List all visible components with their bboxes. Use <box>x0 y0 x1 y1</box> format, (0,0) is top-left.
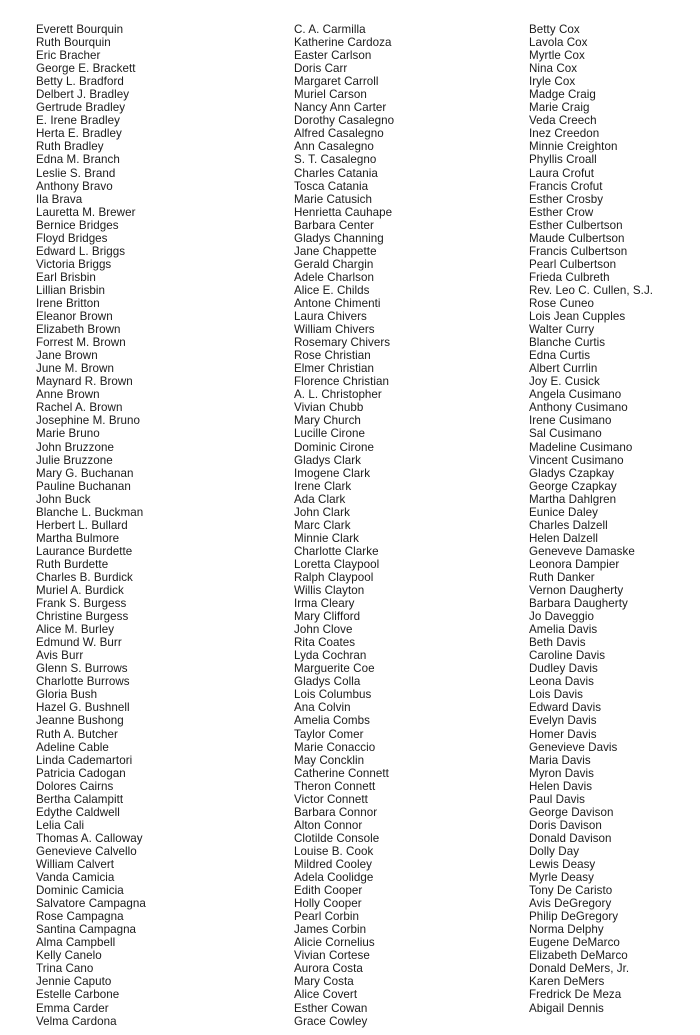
name-entry: Mary Clifford <box>294 610 361 624</box>
name-entry: Aurora Costa <box>294 962 363 976</box>
name-entry: Charlotte Clarke <box>294 544 379 558</box>
name-entry: Antone Chimenti <box>294 296 381 310</box>
name-entry: Anne Brown <box>36 388 100 402</box>
name-entry: Marie Bruno <box>36 427 100 441</box>
name-entry: Albert Currlin <box>529 362 598 376</box>
name-entry: George Czapkay <box>529 479 617 493</box>
name-entry: Rita Coates <box>294 636 356 650</box>
name-entry: Gladys Clark <box>294 453 361 467</box>
name-entry: Maude Culbertson <box>529 231 625 245</box>
name-entry: Myron Davis <box>529 766 594 780</box>
name-entry: A. L. Christopher <box>294 388 382 402</box>
name-entry: Rose Cuneo <box>529 296 594 310</box>
name-entry: Donald DeMers, Jr. <box>529 962 630 976</box>
name-entry: Ann Casalegno <box>294 140 374 154</box>
name-entry: Trina Cano <box>36 962 94 976</box>
name-entry: Bernice Bridges <box>36 218 119 232</box>
name-entry: Laura Crofut <box>529 166 595 180</box>
name-entry: Alice M. Burley <box>36 623 115 637</box>
name-entry: Alma Campbell <box>36 936 116 950</box>
name-entry: Lauretta M. Brewer <box>36 205 136 219</box>
name-entry: Myrtle Cox <box>529 49 585 63</box>
name-entry: Betty Cox <box>529 23 580 36</box>
name-entry: Vivian Chubb <box>294 401 364 415</box>
name-entry: Ruth Danker <box>529 570 595 584</box>
name-entry: Edmund W. Burr <box>36 636 122 650</box>
name-entry: Ruth Bourquin <box>36 36 111 50</box>
name-entry: Ruth A. Butcher <box>36 727 118 741</box>
name-entry: Dudley Davis <box>529 662 598 676</box>
name-entry: Laurance Burdette <box>36 544 133 558</box>
name-entry: Edythe Caldwell <box>36 805 120 819</box>
name-entry: Rachel A. Brown <box>36 401 123 415</box>
name-entry: Esther Culbertson <box>529 218 623 232</box>
name-entry: Martha Dahlgren <box>529 492 617 506</box>
name-entry: Edna M. Branch <box>36 153 120 167</box>
name-entry: Victoria Briggs <box>36 257 112 271</box>
name-entry: Santina Campagna <box>36 923 137 937</box>
name-entry: Genevieve Davis <box>529 740 618 754</box>
name-entry: Amelia Davis <box>529 623 598 637</box>
name-entry: Holly Cooper <box>294 897 362 911</box>
name-entry: Katherine Cardoza <box>294 36 392 50</box>
name-entry: Frank S. Burgess <box>36 597 127 611</box>
name-entry: John Clove <box>294 623 353 637</box>
name-entry: Rose Campagna <box>36 910 124 924</box>
name-entry: Doris Carr <box>294 62 348 76</box>
name-entry: Gladys Colla <box>294 675 361 689</box>
name-entry: Philip DeGregory <box>529 910 619 924</box>
name-entry: Marie Conaccio <box>294 740 376 754</box>
name-entry: Adeline Cable <box>36 740 109 754</box>
name-entry: Adela Coolidge <box>294 871 374 885</box>
name-entry: Nancy Ann Carter <box>294 101 387 115</box>
name-entry: Christine Burgess <box>36 610 129 624</box>
name-entry: Inez Creedon <box>529 127 600 141</box>
name-entry: Lois Jean Cupples <box>529 310 626 324</box>
name-entry: Eric Bracher <box>36 49 101 63</box>
name-entry: Lavola Cox <box>529 36 588 50</box>
name-entry: Homer Davis <box>529 727 597 741</box>
name-entry: Alfred Casalegno <box>294 127 384 141</box>
name-entry: Margaret Carroll <box>294 75 379 89</box>
name-entry: Josephine M. Bruno <box>36 414 141 428</box>
name-entry: Edward Davis <box>529 701 602 715</box>
name-entry: Taylor Comer <box>294 727 364 741</box>
name-entry: Helen Davis <box>529 779 593 793</box>
name-entry: George Davison <box>529 805 614 819</box>
name-entry: Leslie S. Brand <box>36 166 116 180</box>
name-entry: Blanche Curtis <box>529 336 606 350</box>
name-entry: Lelia Cali <box>36 818 85 832</box>
name-entry: Imogene Clark <box>294 466 371 480</box>
name-entry: Ila Brava <box>36 192 83 206</box>
name-entry: Adele Charlson <box>294 270 374 284</box>
name-entry: Ruth Bradley <box>36 140 104 154</box>
name-entry: Minnie Clark <box>294 531 360 545</box>
name-entry: Leonora Dampier <box>529 557 620 571</box>
name-entry: Mary Church <box>294 414 361 428</box>
name-entry: Victor Connett <box>294 792 368 806</box>
name-entry: June M. Brown <box>36 362 114 376</box>
name-entry: Doris Davison <box>529 818 602 832</box>
name-entry: Donald Davison <box>529 831 612 845</box>
name-entry: Sal Cusimano <box>529 427 602 441</box>
name-entry: Amelia Combs <box>294 714 370 728</box>
name-entry: Lewis Deasy <box>529 858 596 871</box>
name-entry: Gloria Bush <box>36 688 98 702</box>
name-entry: Catherine Connett <box>294 766 389 780</box>
name-entry: Gladys Czapkay <box>529 466 615 480</box>
name-entry: Irene Clark <box>294 479 352 493</box>
name-entry: Jane Chappette <box>294 244 377 258</box>
name-entry: Elizabeth Brown <box>36 323 121 337</box>
name-entry: Caroline Davis <box>529 649 606 663</box>
name-entry: Herta E. Bradley <box>36 127 122 141</box>
name-entry: Anthony Cusimano <box>529 401 628 415</box>
name-entry: Charlotte Burrows <box>36 675 130 689</box>
name-entry: Grace Cowley <box>294 1014 368 1028</box>
name-entry: Paul Davis <box>529 792 585 806</box>
name-entry: Veda Creech <box>529 114 597 128</box>
name-entry: Ana Colvin <box>294 701 351 715</box>
name-entry: Nina Cox <box>529 62 578 76</box>
name-entry: Rev. Leo C. Cullen, S.J. <box>529 283 654 297</box>
name-entry: Helen Dalzell <box>529 531 598 545</box>
name-entry: Ada Clark <box>294 492 346 506</box>
name-entry: Loretta Claypool <box>294 557 380 571</box>
name-entry: Hazel G. Bushnell <box>36 701 130 715</box>
name-column-1 <box>36 23 286 1028</box>
name-entry: Elmer Christian <box>294 362 374 376</box>
name-entry: Esther Crosby <box>529 192 604 206</box>
name-entry: Angela Cusimano <box>529 388 622 402</box>
name-entry: Irene Britton <box>36 296 100 310</box>
name-entry: Lucille Cirone <box>294 427 365 441</box>
name-entry: Abigail Dennis <box>529 1001 604 1015</box>
name-entry: Marguerite Coe <box>294 662 375 676</box>
name-entry: Barbara Center <box>294 218 374 232</box>
name-entry: Muriel A. Burdick <box>36 584 124 598</box>
name-entry: Blanche L. Buckman <box>36 505 144 519</box>
name-entry: Velma Cardona <box>36 1014 117 1028</box>
name-entry: Anthony Bravo <box>36 179 113 193</box>
name-entry: Mildred Cooley <box>294 858 373 871</box>
name-entry: Ruth Burdette <box>36 557 109 571</box>
name-entry: Eleanor Brown <box>36 310 113 324</box>
name-entry: Edward L. Briggs <box>36 244 126 258</box>
name-entry: Lyda Cochran <box>294 649 367 663</box>
name-entry: Avis Burr <box>36 649 84 663</box>
name-entry: Dominic Cirone <box>294 440 374 454</box>
name-entry: Floyd Bridges <box>36 231 108 245</box>
name-entry: Gladys Channing <box>294 231 384 245</box>
name-entry: Eunice Daley <box>529 505 598 519</box>
name-entry: Laura Chivers <box>294 310 367 324</box>
name-entry: Tony De Caristo <box>529 884 613 898</box>
name-entry: Fredrick De Meza <box>529 988 622 1002</box>
name-entry: Tosca Catania <box>294 179 369 193</box>
name-entry: Jeanne Bushong <box>36 714 124 728</box>
name-entry: Earl Brisbin <box>36 270 96 284</box>
name-entry: Charles B. Burdick <box>36 570 133 584</box>
name-entry: William Chivers <box>294 323 375 337</box>
name-entry: Marie Craig <box>529 101 590 115</box>
name-entry: Vanda Camicia <box>36 871 115 885</box>
name-entry: Madeline Cusimano <box>529 440 633 454</box>
name-entry: William Calvert <box>36 858 115 871</box>
name-entry: Geneveve Damaske <box>529 544 635 558</box>
name-entry: Evelyn Davis <box>529 714 597 728</box>
name-entry: Jane Brown <box>36 349 98 363</box>
name-entry: Lois Davis <box>529 688 583 702</box>
name-entry: George E. Brackett <box>36 62 136 76</box>
name-entry: Pauline Buchanan <box>36 479 131 493</box>
name-entry: Gertrude Bradley <box>36 101 126 115</box>
name-entry: Charles Catania <box>294 166 378 180</box>
name-entry: Iryle Cox <box>529 75 576 89</box>
name-entry: John Clark <box>294 505 350 519</box>
name-entry: Elizabeth DeMarco <box>529 949 628 963</box>
name-entry: Edith Cooper <box>294 884 363 898</box>
name-entry: Myrle Deasy <box>529 871 594 885</box>
name-entry: Alice E. Childs <box>294 283 370 297</box>
name-entry: Julie Bruzzone <box>36 453 113 467</box>
name-entry: John Buck <box>36 492 91 506</box>
name-entry: Charles Dalzell <box>529 518 608 532</box>
name-entry: Clotilde Console <box>294 831 380 845</box>
name-entry: Mary Costa <box>294 975 354 989</box>
name-entry: Louise B. Cook <box>294 844 374 858</box>
name-entry: Martha Bulmore <box>36 531 120 545</box>
name-entry: Vincent Cusimano <box>529 453 624 467</box>
name-entry: Jennie Caputo <box>36 975 112 989</box>
name-entry: Eugene DeMarco <box>529 936 620 950</box>
name-entry: Vivian Cortese <box>294 949 370 963</box>
name-entry: Irma Cleary <box>294 597 355 611</box>
name-entry: Willis Clayton <box>294 584 365 598</box>
name-entry: Esther Cowan <box>294 1001 368 1015</box>
name-column-2 <box>294 23 524 1028</box>
name-entry: C. A. Carmilla <box>294 23 366 36</box>
name-entry: Gerald Chargin <box>294 257 374 271</box>
name-entry: Herbert L. Bullard <box>36 518 128 532</box>
name-entry: Everett Bourquin <box>36 23 124 36</box>
name-entry: Pearl Culbertson <box>529 257 617 271</box>
name-entry: Theron Connett <box>294 779 376 793</box>
name-entry: Lillian Brisbin <box>36 283 106 297</box>
name-entry: Alton Connor <box>294 818 363 832</box>
name-entry: Alice Covert <box>294 988 358 1002</box>
name-entry: Glenn S. Burrows <box>36 662 128 676</box>
name-entry: Francis Culbertson <box>529 244 628 258</box>
name-entry: James Corbin <box>294 923 367 937</box>
name-entry: May Concklin <box>294 753 365 767</box>
name-entry: Florence Christian <box>294 375 389 389</box>
name-entry: Marc Clark <box>294 518 351 532</box>
name-entry: Maynard R. Brown <box>36 375 133 389</box>
name-entry: Betty L. Bradford <box>36 75 124 89</box>
name-entry: Jo Daveggio <box>529 610 595 624</box>
name-entry: Frieda Culbreth <box>529 270 610 284</box>
name-entry: Dolly Day <box>529 844 580 858</box>
name-entry: Estelle Carbone <box>36 988 120 1002</box>
name-entry: Minnie Creighton <box>529 140 618 154</box>
name-entry: Barbara Daugherty <box>529 597 628 611</box>
name-entry: Rose Christian <box>294 349 371 363</box>
name-entry: Henrietta Cauhape <box>294 205 393 219</box>
name-entry: Vernon Daugherty <box>529 584 624 598</box>
name-entry: Esther Crow <box>529 205 594 219</box>
name-entry: Linda Cademartori <box>36 753 133 767</box>
name-entry: Karen DeMers <box>529 975 605 989</box>
name-entry: Bertha Calampitt <box>36 792 124 806</box>
name-entry: Norma Delphy <box>529 923 604 937</box>
name-entry: Avis DeGregory <box>529 897 612 911</box>
name-entry: Alicie Cornelius <box>294 936 375 950</box>
name-column-3 <box>529 23 700 1015</box>
name-entry: Francis Crofut <box>529 179 603 193</box>
name-entry: Leona Davis <box>529 675 595 689</box>
name-entry: Irene Cusimano <box>529 414 612 428</box>
name-entry: Salvatore Campagna <box>36 897 146 911</box>
name-entry: Beth Davis <box>529 636 586 650</box>
name-entry: Phyllis Croall <box>529 153 597 167</box>
name-entry: Lois Columbus <box>294 688 372 702</box>
name-entry: Patricia Cadogan <box>36 766 126 780</box>
name-entry: S. T. Casalegno <box>294 153 377 167</box>
name-entry: Maria Davis <box>529 753 591 767</box>
name-entry: Pearl Corbin <box>294 910 360 924</box>
name-entry: Dominic Camicia <box>36 884 124 898</box>
name-entry: Emma Carder <box>36 1001 109 1015</box>
name-entry: Ralph Claypool <box>294 570 374 584</box>
name-entry: Dolores Cairns <box>36 779 114 793</box>
name-entry: Forrest M. Brown <box>36 336 126 350</box>
name-entry: Edna Curtis <box>529 349 591 363</box>
name-entry: Mary G. Buchanan <box>36 466 134 480</box>
name-entry: Marie Catusich <box>294 192 373 206</box>
name-entry: Dorothy Casalegno <box>294 114 395 128</box>
name-entry: Walter Curry <box>529 323 595 337</box>
name-entry: Barbara Connor <box>294 805 378 819</box>
name-entry: Delbert J. Bradley <box>36 88 130 102</box>
name-entry: Muriel Carson <box>294 88 367 102</box>
name-entry: Madge Craig <box>529 88 596 102</box>
name-entry: Joy E. Cusick <box>529 375 600 389</box>
name-entry: Kelly Canelo <box>36 949 102 963</box>
name-entry: Easter Carlson <box>294 49 372 63</box>
name-entry: Thomas A. Calloway <box>36 831 143 845</box>
name-entry: E. Irene Bradley <box>36 114 120 128</box>
name-entry: Genevieve Calvello <box>36 844 137 858</box>
name-entry: Rosemary Chivers <box>294 336 391 350</box>
name-entry: John Bruzzone <box>36 440 114 454</box>
